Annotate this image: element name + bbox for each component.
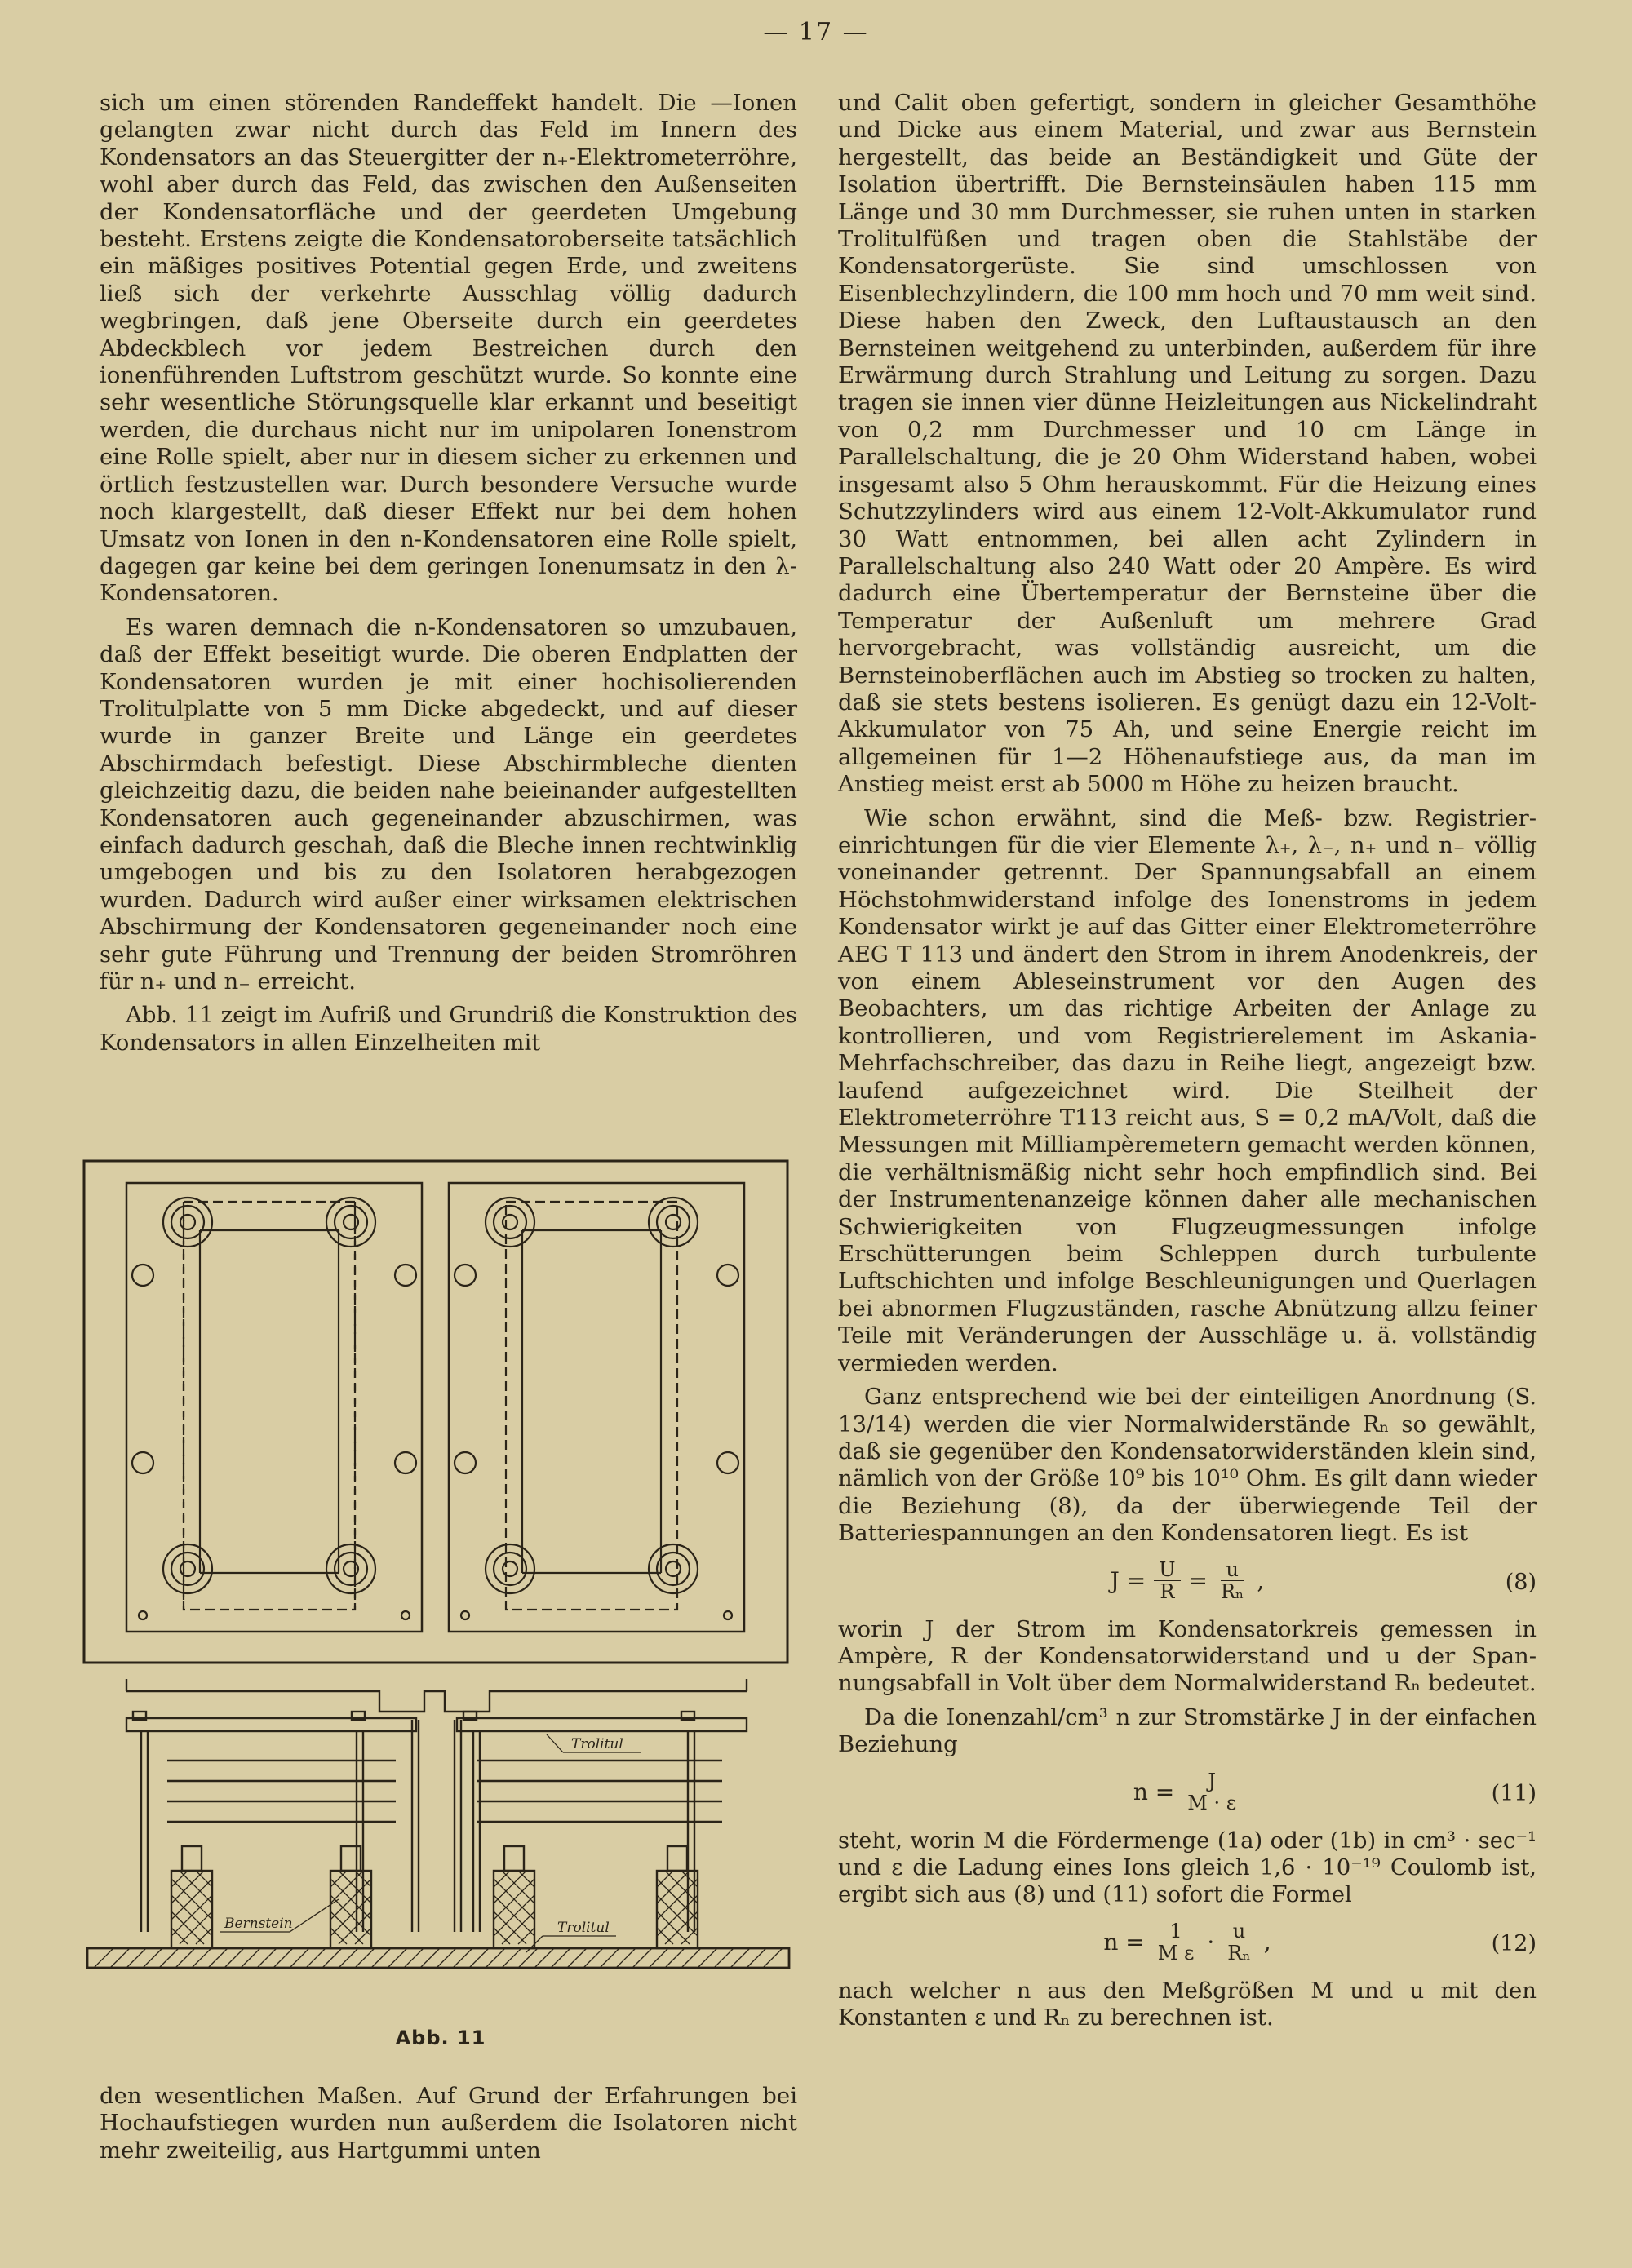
label-trolitul-bottom: Trolitul bbox=[557, 1920, 610, 1936]
equation-lhs: n = bbox=[1103, 1929, 1145, 1956]
equation-number: (8) bbox=[1505, 1569, 1537, 1595]
paragraph: Ganz entsprechend wie bei der einteiligen Anordnung (S. 13/14) werden die vier Normalwiderstände Rₙ so gewählt, daß sie gegenüber den Kondensatorwiderständen klein sind, nämlich von der Größe 10⁹ bis 10¹⁰ Ohm. Es gilt dann wieder die Beziehung (8), da der überwiegende Teil der Batteriespannungen an den Kondensatoren liegt. Es ist bbox=[838, 1384, 1537, 1547]
numerator: u bbox=[1228, 1920, 1250, 1942]
right-column bbox=[838, 90, 1537, 2039]
figure-abb-11 bbox=[78, 1157, 804, 2058]
label-trolitul-top: Trolitul bbox=[571, 1736, 623, 1752]
left-column bbox=[100, 90, 797, 1063]
capacitor-construction-drawing bbox=[78, 1157, 804, 2022]
equation-tail: , bbox=[1257, 1566, 1265, 1594]
equation-12 bbox=[838, 1916, 1537, 1969]
fraction bbox=[1222, 1920, 1255, 1964]
equation-lhs: J = bbox=[1110, 1566, 1146, 1594]
denominator: M · ε bbox=[1187, 1792, 1237, 1815]
paragraph: Wie schon erwähnt, sind die Meß- bzw. Registriereinrichtungen für die vier Elemente λ₊, λ₋, n₊ und n₋ völlig voneinander getrennt. Der Spannungsabfall an einem Höchstohmwiderstand infolge des Ionenstroms in jedem Kondensator wirkt je auf das Gitter einer Elektrometerröhre AEG T 113 und ändert den Strom in ihrem Anodenkreis, der von einem Ableseinstrument vor den Augen des Beobachters, um das richtige Arbeiten der Anlage zu kontrollieren, und vom Registrierelement im Askania-Mehrfachschreiber, das dazu in Reihe liegt, angezeigt bzw. laufend aufgezeichnet wird. Die Steilheit der Elektrometerröhre T113 reicht aus, S = 0,2 mA/Volt, daß die Messungen mit Milliampèremetern gemacht werden können, die verhältnismäßig nicht sehr hoch empfindlich sind. Bei der Instrumentenanzeige können daher alle mechanischen Schwierigkeiten von Flugzeugmessungen infolge Erschütterungen beim Schleppen durch turbulente Luftschichten und infolge Beschleunigungen und Querlagen bei abnormen Flugzuständen, rasche Abnützung allzu feiner Teile mit Veränderungen der Ausschläge u. ä. vollständig vermieden werden. bbox=[838, 804, 1537, 1376]
figure-caption: Abb. 11 bbox=[395, 2027, 486, 2049]
label-bernstein: Bernstein bbox=[224, 1916, 293, 1932]
fraction bbox=[1153, 1920, 1200, 1964]
paragraph: und Calit oben gefertigt, sondern in gleicher Gesamthöhe und Dicke aus einem Material, und zwar aus Bernstein hergestellt, das beide an Beständigkeit und Güte der Isolation übertrifft. Die Bernsteinsäulen haben 115 mm Länge und 30 mm Durchmesser, sie ruhen unten in starken Trolitulfüßen und tragen oben die Stahlstäbe der Kondensatorgerüste. Sie sind umschlossen von Eisenblechzylindern, die 100 mm hoch und 70 mm weit sind. Diese haben den Zweck, den Luftaustausch an den Bernsteinen weitgehend zu unterbinden, außerdem für ihre Erwärmung durch Strahlung und Leitung zu sorgen. Dazu tragen sie innen vier dünne Heizleitungen aus Nickelindraht von 0,2 mm Durchmesser und 10 cm Länge in Parallelschaltung, die je 20 Ohm Widerstand haben, wobei insgesamt also 5 Ohm herauskommt. Für die Heizung eines Schutzzylinders wird aus einem 12-Volt-Akkumulator rund 30 Watt entnommen, bei allen acht Zylindern in Parallelschaltung also 240 Watt oder 20 Ampère. Es wird dadurch eine Übertemperatur der Bernsteine über die Temperatur der Außenluft um mehrere Grad hervorgebracht, was vollständig ausreicht, um die Bernsteinoberflächen auch im Abstieg so trocken zu halten, daß sie stets bestens isolieren. Es genügt dazu ein 12-Volt-Akkumulator von 75 Ah, und seine Energie reicht im allgemeinen für 1—2 Höhenaufstiege aus, da man im Anstieg meist erst ab 5000 m Höhe zu heizen braucht. bbox=[838, 90, 1537, 798]
fraction bbox=[1154, 1559, 1180, 1602]
paragraph: worin J der Strom im Kondensatorkreis gemessen in Ampère, R der Kondensatorwiderstand und u der Spannungsabfall in Volt über dem Normalwiderstand Rₙ bedeutet. bbox=[838, 1615, 1537, 1697]
numerator: u bbox=[1221, 1559, 1243, 1581]
fraction bbox=[1182, 1770, 1241, 1814]
denominator: M ε bbox=[1157, 1942, 1195, 1965]
equation-number: (11) bbox=[1491, 1780, 1537, 1806]
numerator: U bbox=[1154, 1559, 1180, 1581]
paragraph: steht, worin M die Fördermenge (1a) oder (1b) in cm³ · sec⁻¹ und ε die Ladung eines Ions gleich 1,6 · 10⁻¹⁹ Coulomb ist, ergibt sich aus (8) und (11) sofort die Formel bbox=[838, 1827, 1537, 1908]
denominator: R bbox=[1160, 1580, 1175, 1604]
numerator: J bbox=[1203, 1770, 1221, 1792]
paragraph: nach welcher n aus den Meßgrößen M und u mit den Konstanten ε und Rₙ zu berechnen ist. bbox=[838, 1977, 1537, 2031]
denominator: Rₙ bbox=[1227, 1942, 1251, 1965]
left-column-continuation: den wesentlichen Maßen. Auf Grund der Erfahrungen bei Hochaufstiegen wurden nun außerdem die Isolatoren nicht mehr zweiteilig, aus Hartgummi unten bbox=[100, 2083, 797, 2164]
numerator: 1 bbox=[1164, 1920, 1186, 1942]
denominator: Rₙ bbox=[1220, 1580, 1244, 1604]
equation-tail: , bbox=[1263, 1929, 1271, 1956]
equation-11 bbox=[838, 1765, 1537, 1819]
paragraph: Es waren demnach die n-Kondensatoren so umzubauen, daß der Effekt beseitigt wurde. Die oberen Endplatten der Kondensatoren wurden je mit einer hochisolierenden Trolitulplatte von 5 mm Dicke abgedeckt, und auf dieser wurde in ganzer Breite und Länge ein geerdetes Abschirmdach befestigt. Diese Abschirmbleche dienten gleichzeitig dazu, die beiden nahe beieinander aufgestellten Kondensatoren auch gegeneinander abzuschirmen, was einfach dadurch geschah, daß die Bleche innen rechtwinklig umgebogen und bis zu den Isolatoren herabgezogen wurden. Dadurch wird außer einer wirksamen elektrischen Abschirmung der Kondensatoren gegeneinander noch eine sehr gute Führung und Trennung der beiden Stromröhren für n₊ und n₋ erreicht. bbox=[100, 614, 797, 994]
paragraph: sich um einen störenden Randeffekt handelt. Die —Ionen gelangten zwar nicht durch das Feld im Innern des Kondensators an das Steuergitter der n₊-Elektrometerröhre, wohl aber durch das Feld, das zwischen den Außenseiten der Kondensatorfläche und der geerdeten Umgebung besteht. Erstens zeigte die Kondensatoroberseite tatsächlich ein mäßiges positives Potential gegen Erde, und zweitens ließ sich der verkehrte Ausschlag völlig dadurch wegbringen, daß jene Oberseite durch ein geerdetes Abdeckblech vor jedem Bestreichen durch den ionenführenden Luftstrom geschützt wurde. So konnte eine sehr wesentliche Störungsquelle klar erkannt und beseitigt werden, die durchaus nicht nur im unipolaren Ionenstrom eine Rolle spielt, aber nur in diesem sicher zu erkennen und örtlich festzustellen war. Durch besondere Versuche wurde noch klargestellt, daß dieser Effekt nur bei dem hohen Umsatz von Ionen in den n-Kondensatoren eine Rolle spielt, dagegen gar keine bei dem geringen Ionenumsatz in den λ-Kondensatoren. bbox=[100, 90, 797, 607]
equation-operator: · bbox=[1207, 1929, 1215, 1956]
equation-operator: = bbox=[1188, 1566, 1208, 1594]
equation-8 bbox=[838, 1554, 1537, 1608]
fraction bbox=[1216, 1559, 1248, 1602]
paragraph: Da die Ionenzahl/cm³ n zur Stromstärke J in der einfachen Beziehung bbox=[838, 1703, 1537, 1758]
equation-lhs: n = bbox=[1133, 1778, 1175, 1805]
paragraph: Abb. 11 zeigt im Aufriß und Grundriß die Konstruktion des Kondensators in allen Einzelheiten mit bbox=[100, 1002, 797, 1056]
equation-number: (12) bbox=[1491, 1930, 1537, 1956]
page-number: — 17 — bbox=[763, 18, 869, 47]
